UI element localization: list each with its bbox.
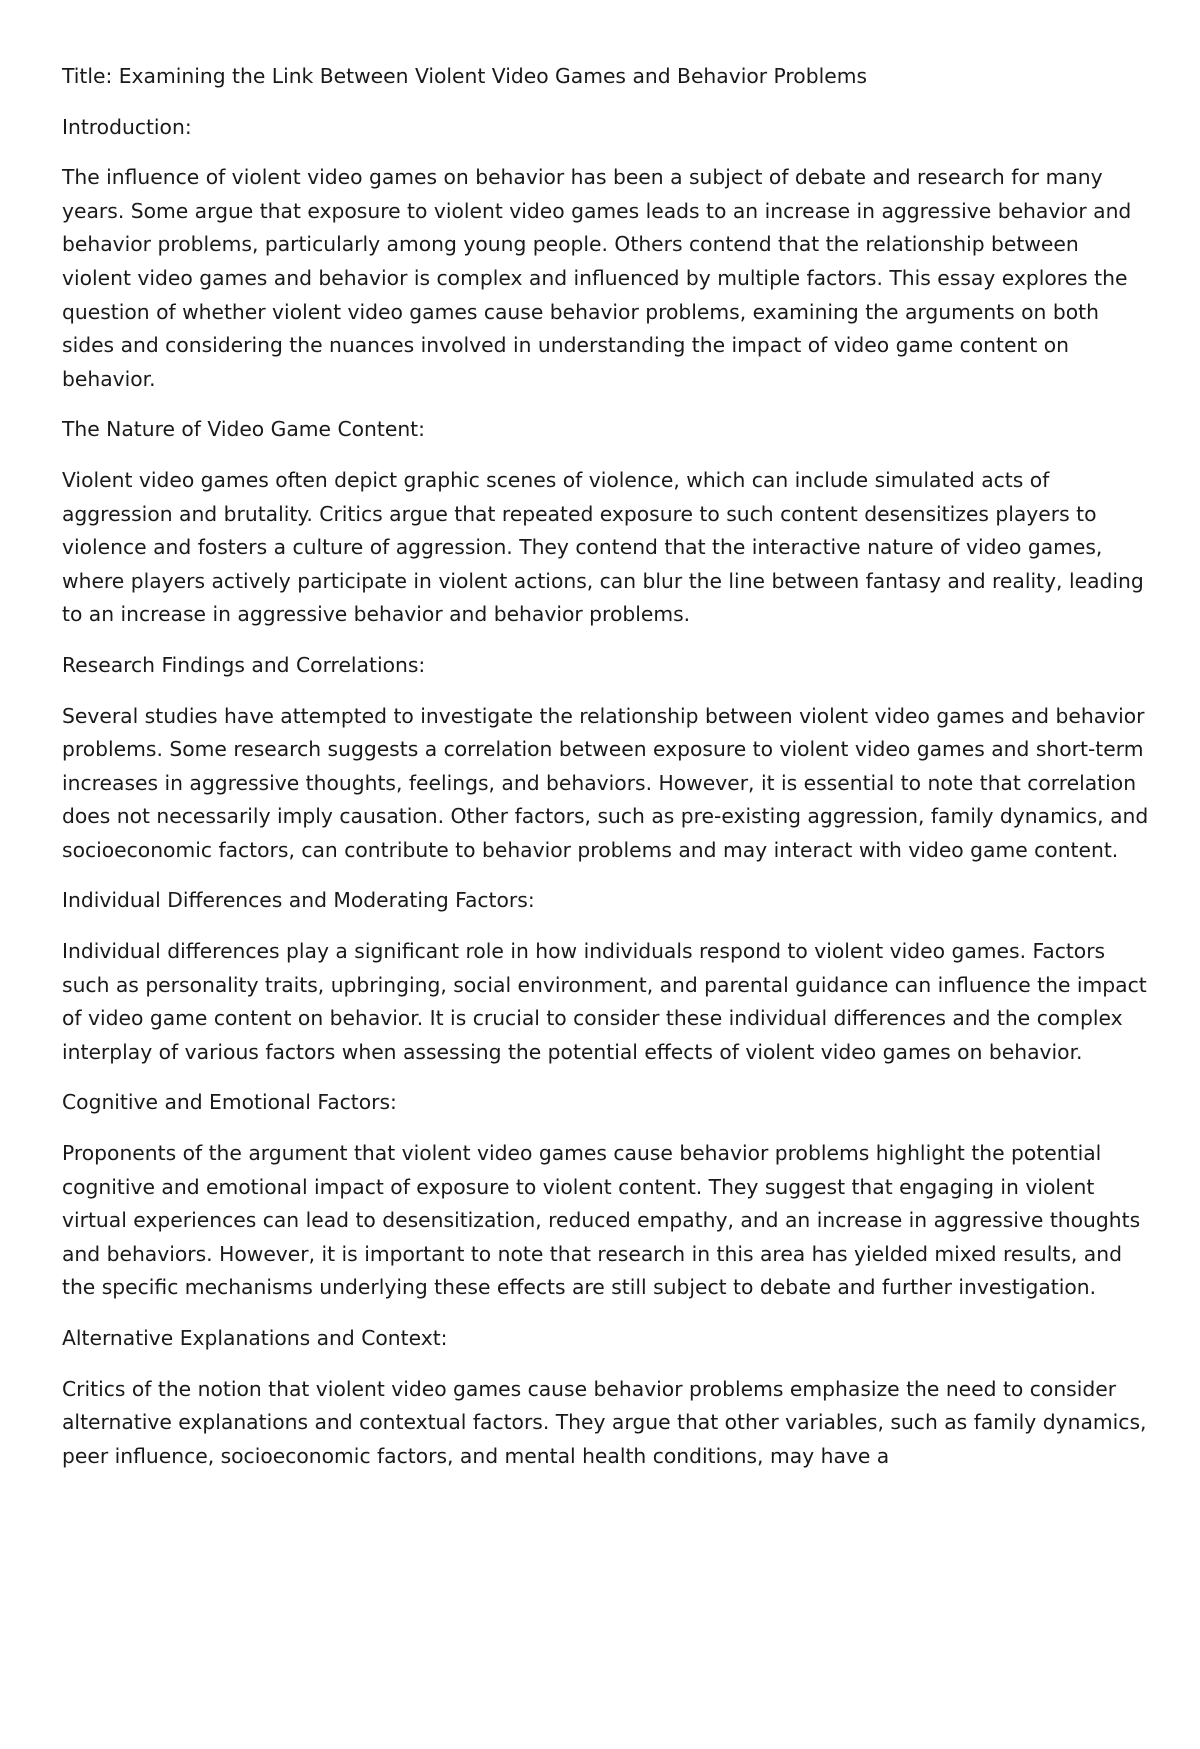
section-cognitive-emotional bbox=[62, 1086, 1150, 1305]
section-paragraph: Critics of the notion that violent video games cause behavior problems emphasize the need to consider alternative explanations and contextual factors. They argue that other variables, such as family dynamics, peer influence, socioeconomic factors, and mental health conditions, may have a bbox=[62, 1376, 1147, 1468]
section-paragraph: Proponents of the argument that violent video games cause behavior problems highlight the potential cognitive and emotional impact of exposure to violent content. They suggest that engaging in violent virtual experiences can lead to desensitization, reduced empathy, and an increase in aggressive thoughts and behaviors. However, it is important to note that research in this area has yielded mixed results, and the specific mechanisms underlying these effects are still subject to debate and further investigation. bbox=[62, 1141, 1141, 1300]
section-heading: Introduction: bbox=[62, 114, 192, 139]
section-individual-differences bbox=[62, 884, 1150, 1069]
section-alternative-explanations bbox=[62, 1322, 1150, 1473]
document-title: Title: Examining the Link Between Violent Video Games and Behavior Problems bbox=[62, 64, 868, 88]
section-heading: The Nature of Video Game Content: bbox=[62, 417, 425, 442]
section-research-findings bbox=[62, 649, 1150, 868]
section-paragraph: The influence of violent video games on behavior has been a subject of debate and research for many years. Some argue that exposure to violent video games leads to an increase in aggressive behavior and behavior problems, particularly among young people. Others contend that the relationship between violent video games and behavior is complex and influenced by multiple factors. This essay explores the question of whether violent video games cause behavior problems, examining the arguments on both sides and considering the nuances involved in understanding the impact of video game content on behavior. bbox=[62, 165, 1132, 391]
section-heading: Alternative Explanations and Context: bbox=[62, 1326, 448, 1350]
section-heading: Cognitive and Emotional Factors: bbox=[62, 1090, 397, 1115]
section-paragraph: Violent video games often depict graphic scenes of violence, which can include simulated acts of aggression and brutality. Critics argue that repeated exposure to such content desensitizes players to violence and fosters a culture of aggression. They contend that the interactive nature of video games, where players actively participate in violent actions, can blur the line between fantasy and reality, leading to an increase in aggressive behavior and behavior problems. bbox=[62, 467, 1144, 627]
section-heading: Individual Differences and Moderating Factors: bbox=[62, 888, 535, 913]
section-introduction bbox=[62, 111, 1150, 397]
section-heading: Research Findings and Correlations: bbox=[62, 652, 426, 677]
section-paragraph: Several studies have attempted to investigate the relationship between violent video games and behavior problems. Some research suggests a correlation between exposure to violent video games and short-term increases in aggressive thoughts, feelings, and behaviors. However, it is essential to note that correlation does not necessarily imply causation. Other factors, such as pre-existing aggression, family dynamics, and socioeconomic factors, can contribute to behavior problems and may interact with video game content. bbox=[62, 703, 1149, 862]
section-nature-of-content bbox=[62, 413, 1150, 632]
section-paragraph: Individual differences play a significant role in how individuals respond to violent video games. Factors such as personality traits, upbringing, social environment, and parental guidance can influence the impact of video game content on behavior. It is crucial to consider these individual differences and the complex interplay of various factors when assessing the potential effects of violent video games on behavior. bbox=[62, 939, 1147, 1064]
